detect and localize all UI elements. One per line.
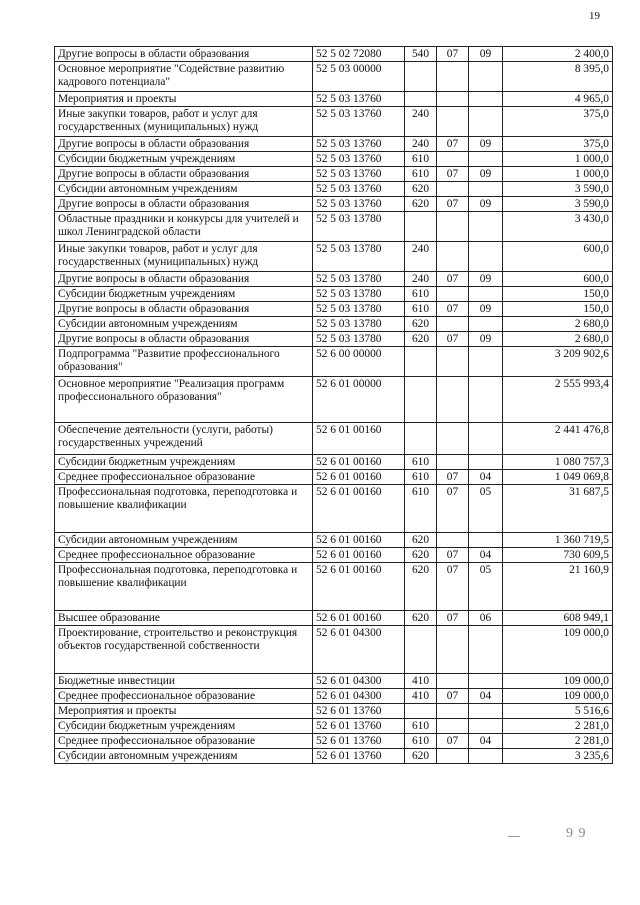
section-cell (437, 182, 469, 197)
amount-cell: 5 516,6 (503, 704, 613, 719)
item-name-cell: Субсидии автономным учреждениям (55, 182, 313, 197)
expense-type-cell: 620 (405, 611, 437, 626)
expense-type-cell: 610 (405, 470, 437, 485)
table-row (55, 47, 613, 62)
amount-cell: 2 680,0 (503, 332, 613, 347)
target-code-cell: 52 5 03 13760 (313, 107, 405, 137)
table-row (55, 347, 613, 377)
section-cell: 07 (437, 470, 469, 485)
table-row (55, 242, 613, 272)
item-name-cell: Другие вопросы в области образования (55, 167, 313, 182)
item-name-cell: Субсидии бюджетным учреждениям (55, 152, 313, 167)
amount-cell: 3 430,0 (503, 212, 613, 242)
target-code-cell: 52 6 00 00000 (313, 347, 405, 377)
amount-cell: 2 555 993,4 (503, 377, 613, 423)
expense-type-cell: 540 (405, 47, 437, 62)
subsection-cell: 06 (469, 611, 503, 626)
table-row (55, 485, 613, 533)
item-name-cell: Областные праздники и конкурсы для учителей и школ Ленинградской области (55, 212, 313, 242)
subsection-cell (469, 719, 503, 734)
item-name-cell: Субсидии автономным учреждениям (55, 317, 313, 332)
amount-cell: 375,0 (503, 107, 613, 137)
section-cell (437, 533, 469, 548)
table-row (55, 287, 613, 302)
expense-type-cell: 610 (405, 455, 437, 470)
table-row (55, 302, 613, 317)
target-code-cell: 52 5 03 13780 (313, 332, 405, 347)
item-name-cell: Обеспечение деятельности (услуги, работы) государственных учреждений (55, 423, 313, 455)
section-cell (437, 377, 469, 423)
section-cell (437, 719, 469, 734)
item-name-cell: Мероприятия и проекты (55, 704, 313, 719)
section-cell: 07 (437, 611, 469, 626)
item-name-cell: Бюджетные инвестиции (55, 674, 313, 689)
table-row (55, 626, 613, 674)
amount-cell: 3 590,0 (503, 197, 613, 212)
table-row (55, 674, 613, 689)
subsection-cell: 04 (469, 734, 503, 749)
target-code-cell: 52 5 03 13780 (313, 242, 405, 272)
expense-type-cell: 620 (405, 548, 437, 563)
section-cell (437, 92, 469, 107)
amount-cell: 608 949,1 (503, 611, 613, 626)
target-code-cell: 52 5 03 13760 (313, 152, 405, 167)
section-cell: 07 (437, 563, 469, 611)
subsection-cell (469, 455, 503, 470)
amount-cell: 31 687,5 (503, 485, 613, 533)
table-row (55, 62, 613, 92)
subsection-cell: 04 (469, 470, 503, 485)
section-cell (437, 242, 469, 272)
page-number: 19 (589, 10, 600, 22)
expense-type-cell: 240 (405, 107, 437, 137)
target-code-cell: 52 6 01 00160 (313, 423, 405, 455)
section-cell (437, 107, 469, 137)
item-name-cell: Иные закупки товаров, работ и услуг для государственных (муниципальных) нужд (55, 242, 313, 272)
target-code-cell: 52 6 01 13760 (313, 719, 405, 734)
section-cell (437, 674, 469, 689)
target-code-cell: 52 6 01 13760 (313, 734, 405, 749)
amount-cell: 730 609,5 (503, 548, 613, 563)
amount-cell: 1 080 757,3 (503, 455, 613, 470)
subsection-cell: 09 (469, 167, 503, 182)
expense-type-cell: 240 (405, 272, 437, 287)
item-name-cell: Субсидии бюджетным учреждениям (55, 719, 313, 734)
amount-cell: 375,0 (503, 137, 613, 152)
subsection-cell (469, 182, 503, 197)
expense-type-cell (405, 377, 437, 423)
amount-cell: 4 965,0 (503, 92, 613, 107)
subsection-cell: 04 (469, 548, 503, 563)
section-cell (437, 62, 469, 92)
target-code-cell: 52 5 03 13780 (313, 272, 405, 287)
target-code-cell: 52 6 01 00160 (313, 485, 405, 533)
table-row (55, 152, 613, 167)
subsection-cell (469, 423, 503, 455)
amount-cell: 109 000,0 (503, 689, 613, 704)
section-cell: 07 (437, 548, 469, 563)
item-name-cell: Субсидии автономным учреждениям (55, 533, 313, 548)
item-name-cell: Другие вопросы в области образования (55, 47, 313, 62)
expense-type-cell (405, 92, 437, 107)
table-row (55, 734, 613, 749)
expense-type-cell: 610 (405, 485, 437, 533)
expense-type-cell: 410 (405, 689, 437, 704)
target-code-cell: 52 5 03 13760 (313, 137, 405, 152)
section-cell (437, 749, 469, 764)
target-code-cell: 52 5 03 00000 (313, 62, 405, 92)
table-row (55, 377, 613, 423)
expense-type-cell: 620 (405, 197, 437, 212)
amount-cell: 1 049 069,8 (503, 470, 613, 485)
target-code-cell: 52 6 01 00160 (313, 611, 405, 626)
subsection-cell: 09 (469, 197, 503, 212)
section-cell: 07 (437, 485, 469, 533)
expense-type-cell: 240 (405, 242, 437, 272)
section-cell: 07 (437, 272, 469, 287)
table-row (55, 611, 613, 626)
table-row (55, 689, 613, 704)
amount-cell: 2 441 476,8 (503, 423, 613, 455)
item-name-cell: Другие вопросы в области образования (55, 302, 313, 317)
amount-cell: 3 235,6 (503, 749, 613, 764)
target-code-cell: 52 6 01 04300 (313, 689, 405, 704)
item-name-cell: Среднее профессиональное образование (55, 689, 313, 704)
amount-cell: 21 160,9 (503, 563, 613, 611)
subsection-cell: 09 (469, 332, 503, 347)
target-code-cell: 52 6 01 00160 (313, 533, 405, 548)
item-name-cell: Проектирование, строительство и реконструкция объектов государственной собственности (55, 626, 313, 674)
expense-type-cell: 410 (405, 674, 437, 689)
table-row (55, 563, 613, 611)
subsection-cell: 04 (469, 689, 503, 704)
section-cell: 07 (437, 332, 469, 347)
subsection-cell (469, 92, 503, 107)
table-row (55, 167, 613, 182)
target-code-cell: 52 6 01 13760 (313, 704, 405, 719)
amount-cell: 2 281,0 (503, 719, 613, 734)
target-code-cell: 52 6 01 04300 (313, 626, 405, 674)
expense-type-cell (405, 212, 437, 242)
subsection-cell (469, 749, 503, 764)
subsection-cell: 09 (469, 302, 503, 317)
expense-type-cell: 620 (405, 182, 437, 197)
target-code-cell: 52 5 02 72080 (313, 47, 405, 62)
expense-type-cell (405, 423, 437, 455)
item-name-cell: Среднее профессиональное образование (55, 470, 313, 485)
table-row (55, 137, 613, 152)
target-code-cell: 52 6 01 00000 (313, 377, 405, 423)
section-cell: 07 (437, 47, 469, 62)
subsection-cell (469, 674, 503, 689)
expense-type-cell: 620 (405, 533, 437, 548)
target-code-cell: 52 6 01 13760 (313, 749, 405, 764)
section-cell: 07 (437, 167, 469, 182)
section-cell (437, 423, 469, 455)
table-row (55, 548, 613, 563)
section-cell: 07 (437, 689, 469, 704)
amount-cell: 600,0 (503, 272, 613, 287)
target-code-cell: 52 6 01 00160 (313, 548, 405, 563)
footer-mark: 9 9 (566, 826, 587, 841)
expense-type-cell: 610 (405, 287, 437, 302)
section-cell (437, 212, 469, 242)
subsection-cell (469, 347, 503, 377)
budget-table (54, 46, 613, 764)
section-cell (437, 287, 469, 302)
section-cell: 07 (437, 734, 469, 749)
section-cell (437, 626, 469, 674)
subsection-cell (469, 287, 503, 302)
table-row (55, 749, 613, 764)
section-cell (437, 347, 469, 377)
subsection-cell (469, 107, 503, 137)
target-code-cell: 52 5 03 13760 (313, 167, 405, 182)
budget-table-body (55, 47, 613, 764)
amount-cell: 1 360 719,5 (503, 533, 613, 548)
amount-cell: 150,0 (503, 302, 613, 317)
subsection-cell (469, 626, 503, 674)
amount-cell: 109 000,0 (503, 674, 613, 689)
subsection-cell (469, 62, 503, 92)
target-code-cell: 52 6 01 00160 (313, 455, 405, 470)
expense-type-cell: 620 (405, 317, 437, 332)
subsection-cell (469, 212, 503, 242)
item-name-cell: Другие вопросы в области образования (55, 272, 313, 287)
item-name-cell: Профессиональная подготовка, переподготовка и повышение квалификации (55, 485, 313, 533)
expense-type-cell: 610 (405, 302, 437, 317)
table-row (55, 107, 613, 137)
expense-type-cell: 610 (405, 167, 437, 182)
expense-type-cell (405, 704, 437, 719)
subsection-cell (469, 242, 503, 272)
item-name-cell: Среднее профессиональное образование (55, 548, 313, 563)
target-code-cell: 52 5 03 13760 (313, 92, 405, 107)
target-code-cell: 52 5 03 13760 (313, 197, 405, 212)
section-cell (437, 704, 469, 719)
target-code-cell: 52 5 03 13780 (313, 212, 405, 242)
item-name-cell: Другие вопросы в области образования (55, 197, 313, 212)
table-row (55, 332, 613, 347)
table-row (55, 704, 613, 719)
item-name-cell: Субсидии автономным учреждениям (55, 749, 313, 764)
amount-cell: 2 680,0 (503, 317, 613, 332)
expense-type-cell (405, 62, 437, 92)
subsection-cell (469, 317, 503, 332)
section-cell: 07 (437, 197, 469, 212)
section-cell (437, 317, 469, 332)
table-row (55, 533, 613, 548)
amount-cell: 1 000,0 (503, 152, 613, 167)
subsection-cell: 05 (469, 485, 503, 533)
item-name-cell: Мероприятия и проекты (55, 92, 313, 107)
item-name-cell: Субсидии бюджетным учреждениям (55, 287, 313, 302)
table-row (55, 197, 613, 212)
table-row (55, 182, 613, 197)
amount-cell: 3 590,0 (503, 182, 613, 197)
subsection-cell (469, 704, 503, 719)
expense-type-cell: 610 (405, 719, 437, 734)
subsection-cell (469, 152, 503, 167)
target-code-cell: 52 5 03 13780 (313, 287, 405, 302)
target-code-cell: 52 6 01 00160 (313, 563, 405, 611)
item-name-cell: Среднее профессиональное образование (55, 734, 313, 749)
amount-cell: 8 395,0 (503, 62, 613, 92)
item-name-cell: Профессиональная подготовка, переподготовка и повышение квалификации (55, 563, 313, 611)
table-row (55, 455, 613, 470)
expense-type-cell: 620 (405, 749, 437, 764)
item-name-cell: Основное мероприятие "Реализация программ профессионального образования" (55, 377, 313, 423)
section-cell: 07 (437, 137, 469, 152)
subsection-cell: 09 (469, 137, 503, 152)
expense-type-cell: 610 (405, 734, 437, 749)
target-code-cell: 52 5 03 13760 (313, 182, 405, 197)
table-row (55, 719, 613, 734)
target-code-cell: 52 6 01 04300 (313, 674, 405, 689)
table-row (55, 317, 613, 332)
item-name-cell: Высшее образование (55, 611, 313, 626)
item-name-cell: Субсидии бюджетным учреждениям (55, 455, 313, 470)
subsection-cell: 09 (469, 47, 503, 62)
subsection-cell: 09 (469, 272, 503, 287)
table-row (55, 272, 613, 287)
item-name-cell: Другие вопросы в области образования (55, 137, 313, 152)
expense-type-cell: 620 (405, 332, 437, 347)
subsection-cell (469, 377, 503, 423)
target-code-cell: 52 5 03 13780 (313, 302, 405, 317)
item-name-cell: Подпрограмма "Развитие профессионального образования" (55, 347, 313, 377)
expense-type-cell (405, 626, 437, 674)
section-cell (437, 455, 469, 470)
expense-type-cell: 620 (405, 563, 437, 611)
amount-cell: 1 000,0 (503, 167, 613, 182)
target-code-cell: 52 6 01 00160 (313, 470, 405, 485)
amount-cell: 3 209 902,6 (503, 347, 613, 377)
target-code-cell: 52 5 03 13780 (313, 317, 405, 332)
amount-cell: 109 000,0 (503, 626, 613, 674)
table-row (55, 470, 613, 485)
amount-cell: 150,0 (503, 287, 613, 302)
expense-type-cell (405, 347, 437, 377)
subsection-cell: 05 (469, 563, 503, 611)
amount-cell: 2 400,0 (503, 47, 613, 62)
section-cell: 07 (437, 302, 469, 317)
expense-type-cell: 610 (405, 152, 437, 167)
item-name-cell: Основное мероприятие "Содействие развитию кадрового потенциала" (55, 62, 313, 92)
item-name-cell: Иные закупки товаров, работ и услуг для государственных (муниципальных) нужд (55, 107, 313, 137)
expense-type-cell: 240 (405, 137, 437, 152)
subsection-cell (469, 533, 503, 548)
table-row (55, 92, 613, 107)
item-name-cell: Другие вопросы в области образования (55, 332, 313, 347)
table-row (55, 423, 613, 455)
table-row (55, 212, 613, 242)
section-cell (437, 152, 469, 167)
amount-cell: 2 281,0 (503, 734, 613, 749)
footer-dash (508, 836, 520, 837)
amount-cell: 600,0 (503, 242, 613, 272)
